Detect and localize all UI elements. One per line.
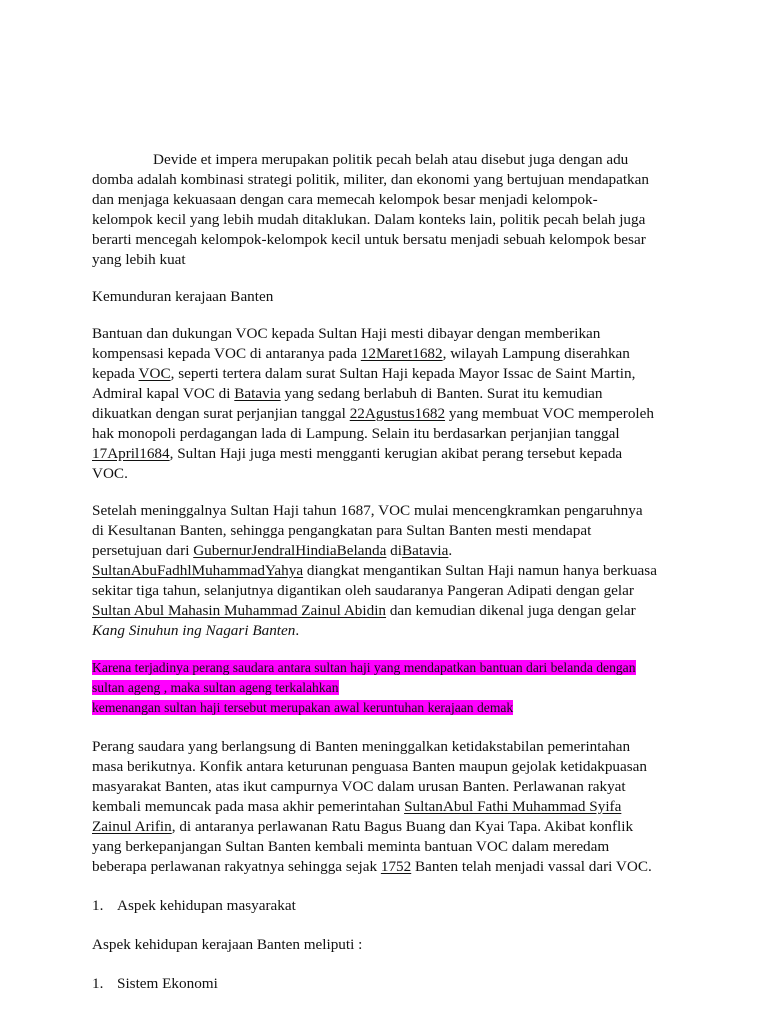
text: Banten telah menjadi vassal dari VOC. [411,858,652,875]
list-number: 1. [92,975,104,992]
paragraph-aspek-meliputi: Aspek kehidupan kerajaan Banten meliputi : [92,936,363,953]
text: yang sedang berlabuh di Banten. Surat itu kemudian dikuatkan dengan surat perjanjian tanggal [92,385,603,422]
link-voc[interactable]: VOC [138,365,171,382]
paragraph-perang-saudara [92,737,658,877]
highlight-line-1: Karena terjadinya perang saudara antara sultan haji yang mendapatkan bantuan dari belanda dengan sultan ageng , maka sultan ageng terkalahkan [92,660,636,695]
link-sultan-abu-fadhl[interactable]: SultanAbuFadhlMuhammadYahya [92,562,304,579]
link-batavia-2[interactable]: Batavia [402,542,449,559]
text: , di antaranya perlawanan Ratu Bagus Buang dan Kyai Tapa. Akibat konflik yang berkepanjangan Sultan Banten kembali meminta bantuan VOC dalam meredam beberapa perlawanan rakyatnya sehingga sejak [92,818,634,875]
text: , seperti tertera dalam surat Sultan Haji kepada Mayor Issac de Saint Martin, Admiral kapal VOC di [92,365,636,402]
text: yang membuat VOC memperoleh hak monopoli perdagangan lada di Lampung. Selain itu berdasarkan perjanjian tanggal [92,405,654,442]
link-gubernur-jendral[interactable]: GubernurJendralHindiaBelanda [193,542,387,559]
document-body [92,150,658,994]
text: Perang saudara yang berlangsung di Banten meninggalkan ketidakstabilan pemerintahan masa berikutnya. Konfik antara keturunan penguasa Banten maupun gejolak ketidakpuasan masyarakat Banten, atas ikut campurnya VOC dalam urusan Banten. Perlawanan rakyat kembali memuncak pada masa akhir pemerintahan [92,738,648,815]
text: , wilayah Lampung diserahkan kepada [92,345,630,382]
link-sultan-abul-mahasin[interactable]: Sultan Abul Mahasin Muhammad Zainul Abidin [92,602,387,619]
list-item-sistem-ekonomi [92,974,658,994]
italic-gelar: Kang Sinuhun ing Nagari Banten [92,622,296,639]
paragraph-setelah-sultan-haji [92,501,658,641]
list-text: Sistem Ekonomi [117,975,218,992]
text: . [295,622,300,639]
list-text: Aspek kehidupan masyarakat [117,897,296,914]
link-batavia[interactable]: Batavia [234,385,281,402]
link-22-agustus-1682[interactable]: 22Agustus1682 [349,405,446,422]
text: diangkat mengantikan Sultan Haji namun hanya berkuasa sekitar tiga tahun, selanjutnya digantikan oleh saudaranya Pangeran Adipati dengan gelar [92,562,657,599]
link-12-maret-1682[interactable]: 12Maret1682 [360,345,443,362]
link-17-april-1684[interactable]: 17April1684 [92,445,170,462]
text: Bantuan dan dukungan VOC kepada Sultan Haji mesti dibayar dengan memberikan kompensasi kepada VOC di antaranya pada [92,325,601,362]
list-number: 1. [92,897,104,914]
paragraph-devide-et-impera: Devide et impera merupakan politik pecah belah atau disebut juga dengan adu domba adalah kombinasi strategi politik, militer, dan ekonomi yang bertujuan mendapatkan dan menjaga kekuasaan dengan cara memecah kelompok besar menjadi kelompok-kelompok kecil yang lebih mudah ditaklukan. Dalam konteks lain, politik pecah belah juga berarti mencegah kelompok-kelompok kecil untuk bersatu menjadi sebuah kelompok besar yang lebih kuat [92,151,649,268]
text: , Sultan Haji juga mesti mengganti kerugian akibat perang tersebut kepada VOC. [92,445,623,482]
list-item-aspek [92,896,658,916]
text: . [448,542,453,559]
highlight-line-2: kemenangan sultan haji tersebut merupakan awal keruntuhan kerajaan demak [92,700,514,715]
text: dan kemudian dikenal juga dengan gelar [386,602,636,619]
link-1752[interactable]: 1752 [380,858,412,875]
text: di [386,542,402,559]
text: Setelah meninggalnya Sultan Haji tahun 1687, VOC mulai mencengkramkan pengaruhnya di Kesultanan Banten, sehingga pengangkatan para Sultan Banten mesti mendapat persetujuan dari [92,502,643,559]
highlighted-note [92,658,658,718]
heading-kemunduran: Kemunduran kerajaan Banten [92,288,274,305]
link-sultan-abul-fathi[interactable]: SultanAbul Fathi Muhammad Syifa Zainul Arifin [92,798,622,835]
paragraph-bantuan-voc [92,324,658,484]
